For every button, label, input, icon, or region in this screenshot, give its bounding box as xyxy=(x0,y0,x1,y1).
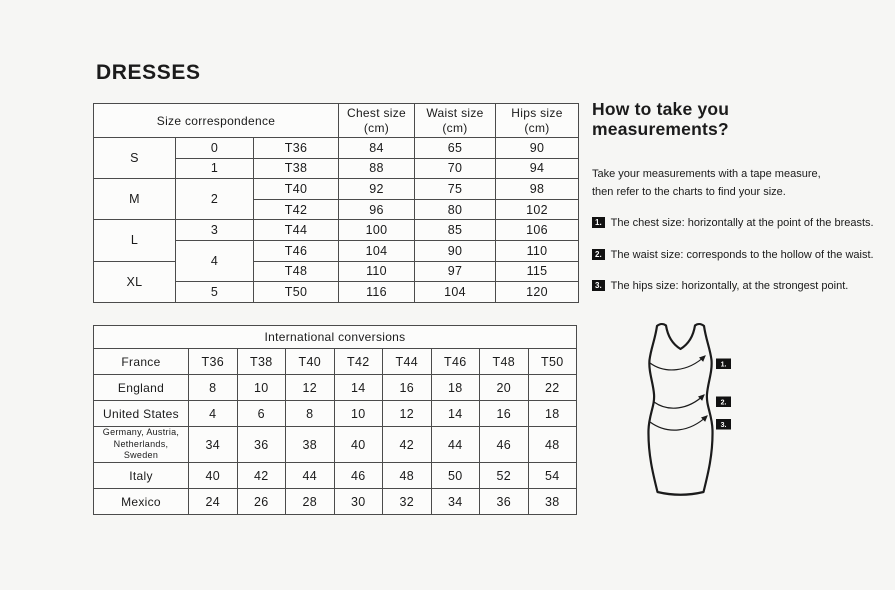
country-cell: United States xyxy=(94,401,189,427)
conversion-value-cell: 38 xyxy=(286,427,335,463)
table-row xyxy=(94,375,577,401)
french-size-cell: T38 xyxy=(254,158,339,179)
chest-size-header xyxy=(339,104,415,138)
hips-measure-arrow xyxy=(650,416,707,430)
size-table-header-row xyxy=(94,104,579,138)
conversion-value-cell: T38 xyxy=(237,349,286,375)
letter-size-cell: S xyxy=(94,138,176,179)
step-2-badge: 2. xyxy=(592,249,605,260)
instructions-intro-line2: then refer to the charts to find your size. xyxy=(592,186,786,199)
diagram-badge-3-label: 3. xyxy=(720,422,727,429)
country-cell: Germany, Austria, Netherlands, Sweden xyxy=(94,427,189,463)
conversion-value-cell: 20 xyxy=(480,375,529,401)
conversion-value-cell: 36 xyxy=(480,489,529,515)
conversion-value-cell: 46 xyxy=(334,463,383,489)
waist-value-cell: 97 xyxy=(415,261,496,282)
hips-value-cell: 110 xyxy=(496,240,579,261)
number-size-cell: 2 xyxy=(176,179,254,220)
conversion-value-cell: 48 xyxy=(528,427,577,463)
conversion-value-cell: T36 xyxy=(189,349,238,375)
conversion-value-cell: 24 xyxy=(189,489,238,515)
conversion-value-cell: 12 xyxy=(286,375,335,401)
conversion-value-cell: T50 xyxy=(528,349,577,375)
conversions-header-row xyxy=(94,326,577,349)
conversion-value-cell: 26 xyxy=(237,489,286,515)
step-3-text: The hips size: horizontally, at the strongest point. xyxy=(610,279,849,292)
measurement-step-hips xyxy=(592,277,884,295)
chest-measure-arrow xyxy=(650,356,705,370)
conversion-value-cell: T40 xyxy=(286,349,335,375)
country-cell: Mexico xyxy=(94,489,189,515)
size-correspondence-table xyxy=(93,103,579,303)
step-1-badge: 1. xyxy=(592,217,605,228)
conversion-value-cell: 52 xyxy=(480,463,529,489)
chest-value-cell: 116 xyxy=(339,282,415,303)
size-correspondence-header: Size correspondence xyxy=(94,104,339,138)
international-conversions-table xyxy=(93,325,577,515)
conversion-value-cell: 16 xyxy=(480,401,529,427)
table-row xyxy=(94,220,579,241)
chest-size-header-unit: (cm) xyxy=(363,120,390,135)
french-size-cell: T50 xyxy=(254,282,339,303)
instructions-intro xyxy=(592,165,890,201)
conversion-value-cell: 38 xyxy=(528,489,577,515)
number-size-cell: 0 xyxy=(176,138,254,159)
hips-size-header-label: Hips size xyxy=(511,105,563,120)
conversion-value-cell: 34 xyxy=(189,427,238,463)
waist-value-cell: 80 xyxy=(415,199,496,220)
hips-value-cell: 102 xyxy=(496,199,579,220)
waist-size-header-label: Waist size xyxy=(426,105,484,120)
conversion-value-cell: 12 xyxy=(383,401,432,427)
conversion-value-cell: T46 xyxy=(431,349,480,375)
number-size-cell: 1 xyxy=(176,158,254,179)
table-row xyxy=(94,489,577,515)
hips-value-cell: 90 xyxy=(496,138,579,159)
measurement-step-waist xyxy=(592,246,884,264)
instructions-heading-line1: How to take you xyxy=(592,99,730,119)
conversion-value-cell: 44 xyxy=(286,463,335,489)
conversion-value-cell: T44 xyxy=(383,349,432,375)
country-cell: England xyxy=(94,375,189,401)
hips-value-cell: 106 xyxy=(496,220,579,241)
chest-value-cell: 100 xyxy=(339,220,415,241)
chest-value-cell: 104 xyxy=(339,240,415,261)
conversion-value-cell: 14 xyxy=(334,375,383,401)
waist-value-cell: 70 xyxy=(415,158,496,179)
hips-value-cell: 120 xyxy=(496,282,579,303)
conversion-value-cell: 28 xyxy=(286,489,335,515)
french-size-cell: T44 xyxy=(254,220,339,241)
step-2-text: The waist size: corresponds to the hollow of the waist. xyxy=(610,248,874,261)
conversion-value-cell: 46 xyxy=(480,427,529,463)
international-conversions-header: International conversions xyxy=(94,326,577,349)
chest-value-cell: 88 xyxy=(339,158,415,179)
diagram-badge-1-label: 1. xyxy=(720,361,727,369)
chest-value-cell: 110 xyxy=(339,261,415,282)
table-row xyxy=(94,179,579,200)
country-cell: Italy xyxy=(94,463,189,489)
conversion-value-cell: 10 xyxy=(237,375,286,401)
conversion-value-cell: 4 xyxy=(189,401,238,427)
step-1-text: The chest size: horizontally at the point of the breasts. xyxy=(610,217,874,230)
waist-measure-arrow xyxy=(654,395,704,408)
hips-value-cell: 94 xyxy=(496,158,579,179)
chest-value-cell: 92 xyxy=(339,179,415,200)
table-row xyxy=(94,349,577,375)
conversion-value-cell: 16 xyxy=(383,375,432,401)
conversion-value-cell: 14 xyxy=(431,401,480,427)
conversion-value-cell: 30 xyxy=(334,489,383,515)
hips-value-cell: 98 xyxy=(496,179,579,200)
measurement-instructions-panel xyxy=(592,100,890,295)
conversion-value-cell: 50 xyxy=(431,463,480,489)
waist-value-cell: 104 xyxy=(415,282,496,303)
conversion-value-cell: 22 xyxy=(528,375,577,401)
diagram-badge-2 xyxy=(716,397,731,408)
diagram-badge-3 xyxy=(716,419,731,430)
page-title: DRESSES xyxy=(96,61,201,84)
diagram-badge-2-label: 2. xyxy=(720,399,727,407)
letter-size-cell: L xyxy=(94,220,176,261)
conversion-value-cell: T48 xyxy=(480,349,529,375)
chest-size-header-label: Chest size xyxy=(346,105,407,120)
waist-value-cell: 75 xyxy=(415,179,496,200)
conversion-value-cell: 6 xyxy=(237,401,286,427)
hips-size-header xyxy=(496,104,579,138)
instructions-intro-line1: Take your measurements with a tape measure, xyxy=(592,168,821,181)
conversion-value-cell: 32 xyxy=(383,489,432,515)
conversion-value-cell: 54 xyxy=(528,463,577,489)
french-size-cell: T48 xyxy=(254,261,339,282)
conversion-value-cell: 18 xyxy=(431,375,480,401)
number-size-cell: 4 xyxy=(176,240,254,281)
table-row xyxy=(94,463,577,489)
table-row xyxy=(94,261,579,282)
waist-value-cell: 90 xyxy=(415,240,496,261)
instructions-heading xyxy=(592,100,890,139)
chest-value-cell: 96 xyxy=(339,199,415,220)
french-size-cell: T46 xyxy=(254,240,339,261)
conversion-value-cell: 42 xyxy=(383,427,432,463)
conversion-value-cell: 8 xyxy=(189,375,238,401)
conversion-value-cell: T42 xyxy=(334,349,383,375)
waist-size-header xyxy=(415,104,496,138)
letter-size-cell: M xyxy=(94,179,176,220)
number-size-cell: 5 xyxy=(176,282,254,303)
dress-outline xyxy=(648,324,712,495)
country-cell: France xyxy=(94,349,189,375)
table-row xyxy=(94,427,577,463)
dress-measurement-diagram xyxy=(640,316,755,512)
waist-value-cell: 85 xyxy=(415,220,496,241)
conversion-value-cell: 34 xyxy=(431,489,480,515)
diagram-badge-1 xyxy=(716,359,731,370)
conversion-value-cell: 18 xyxy=(528,401,577,427)
number-size-cell: 3 xyxy=(176,220,254,241)
french-size-cell: T42 xyxy=(254,199,339,220)
conversion-value-cell: 48 xyxy=(383,463,432,489)
conversion-value-cell: 10 xyxy=(334,401,383,427)
table-row xyxy=(94,401,577,427)
conversion-value-cell: 40 xyxy=(189,463,238,489)
table-row xyxy=(94,138,579,159)
hips-value-cell: 115 xyxy=(496,261,579,282)
conversion-value-cell: 36 xyxy=(237,427,286,463)
waist-value-cell: 65 xyxy=(415,138,496,159)
letter-size-cell: XL xyxy=(94,261,176,302)
instructions-heading-line2: measurements? xyxy=(592,118,729,139)
chest-value-cell: 84 xyxy=(339,138,415,159)
measurement-step-chest xyxy=(592,214,884,232)
conversion-value-cell: 44 xyxy=(431,427,480,463)
french-size-cell: T40 xyxy=(254,179,339,200)
waist-size-header-unit: (cm) xyxy=(442,120,468,135)
french-size-cell: T36 xyxy=(254,138,339,159)
conversion-value-cell: 42 xyxy=(237,463,286,489)
conversion-value-cell: 40 xyxy=(334,427,383,463)
step-3-badge: 3. xyxy=(592,280,605,291)
hips-size-header-unit: (cm) xyxy=(524,120,550,135)
conversion-value-cell: 8 xyxy=(286,401,335,427)
